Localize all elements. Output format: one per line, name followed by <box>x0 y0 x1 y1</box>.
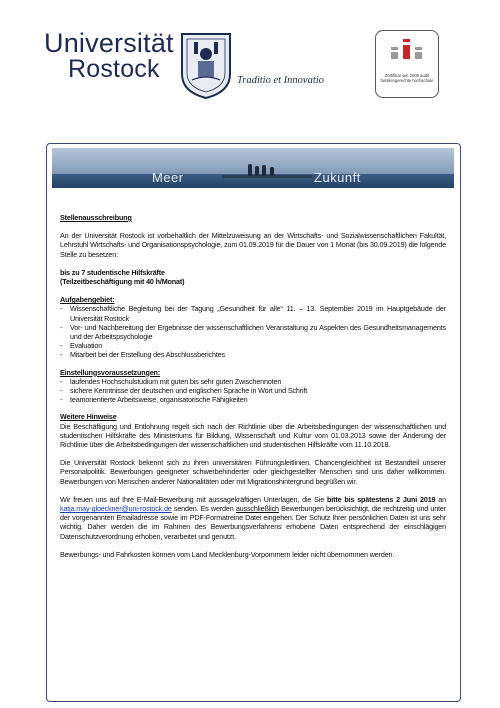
list-item: - Evaluation <box>60 341 446 350</box>
costs-paragraph: Bewerbungs- und Fahrkosten können vom Land Mecklenburg-Vorpommern leider nicht übernommen werden. <box>60 549 395 559</box>
list-item: - teamorientierte Arbeitsweise, organisatorische Fähigkeiten <box>60 395 446 404</box>
requirements-list <box>60 377 446 405</box>
person-figure <box>255 166 259 176</box>
requirements-heading: Einstellungsvoraussetzungen: <box>60 367 161 377</box>
application-text: Wir freuen uns auf Ihre E-Mail-Bewerbung mit aussagekräftigen Unterlagen, die Sie <box>60 494 328 504</box>
pier <box>222 175 312 178</box>
university-seal-icon <box>178 30 234 100</box>
person-figure <box>270 167 274 176</box>
certificate-text: Zertifikat seit 2009 audit familiengerechte hochschule <box>380 73 434 83</box>
tasks-heading: Aufgabengebiet: <box>60 295 115 305</box>
audit-certificate-icon <box>376 31 438 71</box>
application-text: senden. Es werden <box>171 504 236 514</box>
family-audit-certificate <box>375 30 439 98</box>
notes-heading: Weitere Hinweise <box>60 412 117 422</box>
banner-word-left: Meer <box>152 170 184 185</box>
university-logo-text <box>44 30 174 82</box>
posting-content <box>60 213 446 559</box>
list-item: - Wissenschaftliche Begleitung bei der Tagung „Gesundheit für alle“ 11. – 13. September 2019 im Hauptgebäude der Universität Rostock <box>60 304 446 322</box>
notes-paragraph: Die Beschäftigung und Entlohnung regelt sich nach der Richtlinie über die Arbeitsbedingungen der wissenschaftlichen und studentischen Hilfskräfte des Ministeriums für Bildung, Wissenschaft und Kultur vom 01.03.2013 sowie der Änderung der Richtlinie über die Arbeitsbedingungen der wissenschaftlichen und studentischen Hilfskräfte vom 11.10.2018. <box>60 421 446 450</box>
position-line1: bis zu 7 studentische Hilfskräfte <box>60 267 165 277</box>
list-item: - Vor- und Nachbereitung der Ergebnisse der wissenschaftlichen Veranstaltung zu Aspekten des Gesundheitsmanagements und der Arbeitspsychologie <box>60 323 446 341</box>
diversity-paragraph: Die Universität Rostock bekennt sich zu ihren universitären Führungsleitlinien. Chancengleichheit ist Bestandteil unserer Personalpolitik. Bewerbungen geeigneter schwerbehinderter oder gleichgestellter Menschen sind uns daher willkommen. Bewerbungen von Menschen anderer Nationalitäten oder mit Migrationshintergrund begrüßen wir. <box>60 458 446 486</box>
list-item: - sichere Kenntnisse der deutschen und englischen Sprache in Wort und Schrift <box>60 386 446 395</box>
application-email-link[interactable]: katja.may-gloeckner@uni-rostock.de <box>60 504 172 514</box>
application-text: an <box>435 494 446 504</box>
person-figure <box>262 165 266 176</box>
banner-image <box>52 148 454 188</box>
list-item: - laufendes Hochschulstudium mit guten bis sehr guten Zwischennoten <box>60 377 446 386</box>
university-motto: Traditio et Innovatio <box>237 75 324 86</box>
banner-word-right: Zukunft <box>314 170 361 185</box>
application-paragraph <box>60 495 446 541</box>
person-figure <box>248 164 252 176</box>
list-item: - Mitarbeit bei der Erstellung des Abschlussberichtes <box>60 350 446 359</box>
application-exclusive-word: ausschließlich <box>235 504 279 514</box>
posting-title: Stellenausschreibung <box>60 213 132 222</box>
intro-paragraph: An der Universität Rostock ist vorbehaltlich der Mittelzuweisung an der Wirtschafts- und Sozialwissenschaftlichen Fakultät, Lehrstuhl Wirtschafts- und Organisationspsychologie, zum 01.09.2019 für die Dauer von 1 Monat (bis 30.09.2019) die folgende Stelle zu besetzen: <box>60 231 446 259</box>
application-text: Bewerbungen berücksichtigt, die rechtzeitig und unter der vorgenannten Emailadresse sowie im PDF-Formatreine Datei eingehen. Der Schutz Ihrer persönlichen Daten ist uns sehr wichtig. Daher werden die im Rahmen des Bewerbungsverfahrens erhobene Daten entsprechend der einschlägigen Datenschutzverordnung erhoben, verarbeitet und genutzt. <box>60 504 446 541</box>
university-name-line1: Universität <box>44 28 174 58</box>
application-deadline: bitte bis spätestens 2 Juni 2019 <box>327 494 436 504</box>
position-line2: (Teilzeitbeschäftigung mit 40 h/Monat) <box>60 277 185 287</box>
university-name-line2: Rostock <box>68 55 160 83</box>
header <box>0 0 500 130</box>
tasks-list <box>60 304 446 359</box>
